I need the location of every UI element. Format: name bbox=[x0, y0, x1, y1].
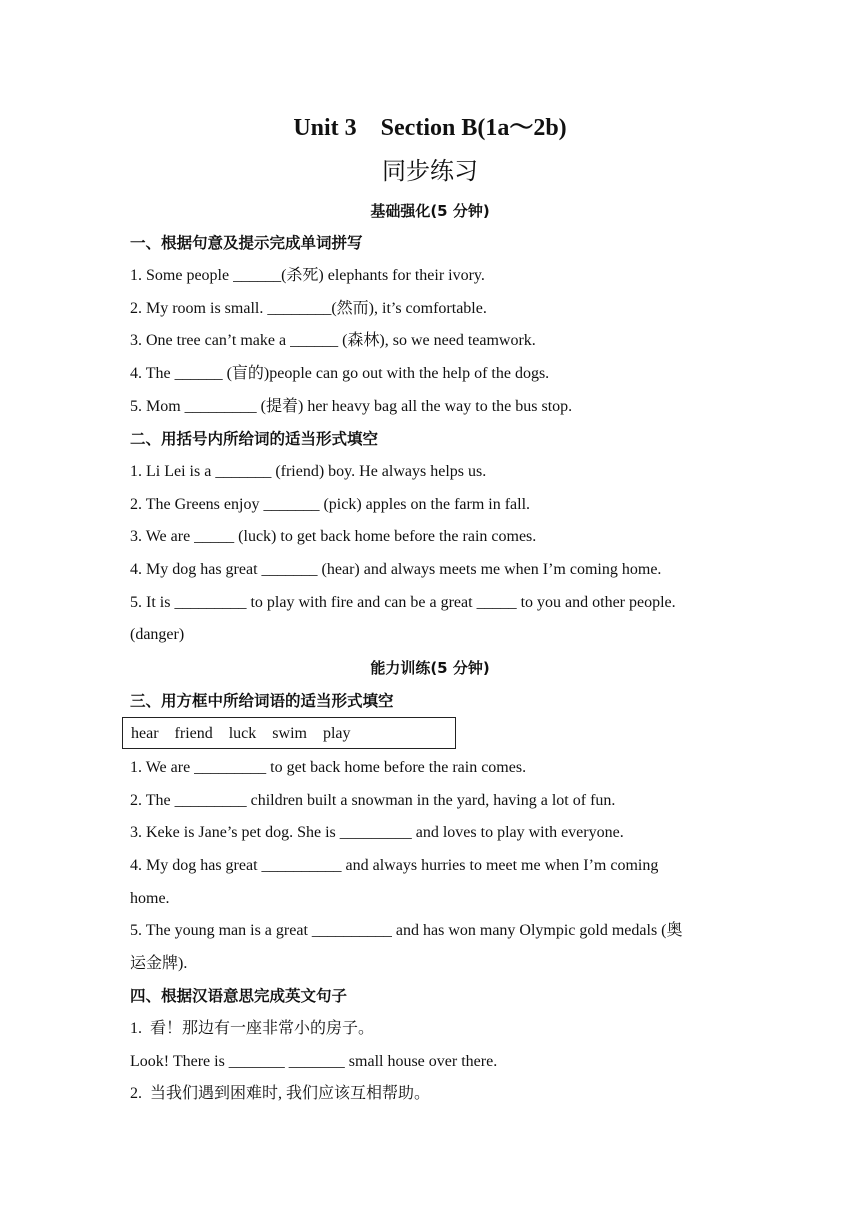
page-subtitle: 同步练习 bbox=[382, 157, 478, 185]
section2-item-5: 5. It is _________ to play with fire and can be a great _____ to you and other people. bbox=[130, 594, 676, 611]
section1-item-5: 5. Mom _________ (提着) her heavy bag all the way to the bus stop. bbox=[130, 398, 573, 415]
section4-item-1-cn: 1. 看！那边有一座非常小的房子。 bbox=[130, 1020, 375, 1037]
section1-heading: 一、根据句意及提示完成单词拼写 bbox=[130, 234, 363, 252]
section3-item-4-cont: home. bbox=[130, 890, 170, 907]
section3-item-5: 5. The young man is a great __________ and has won many Olympic gold medals (奥 bbox=[130, 922, 683, 939]
word-box: hear friend luck swim play bbox=[122, 717, 456, 749]
page-title: Unit 3 Section B(1a～2b) bbox=[293, 115, 567, 141]
part2-heading: 能力训练(5 分钟) bbox=[370, 659, 490, 677]
section3-item-3: 3. Keke is Jane’s pet dog. She is _________ and loves to play with everyone. bbox=[130, 824, 624, 841]
section2-item-5-hint: (danger) bbox=[130, 626, 185, 643]
section4-item-2-cn: 2. 当我们遇到困难时, 我们应该互相帮助。 bbox=[130, 1085, 431, 1102]
section1-item-4: 4. The ______ (盲的)people can go out with the help of the dogs. bbox=[130, 365, 550, 382]
section3-item-2: 2. The _________ children built a snowman in the yard, having a lot of fun. bbox=[130, 792, 616, 809]
section3-item-1: 1. We are _________ to get back home before the rain comes. bbox=[130, 759, 527, 776]
section2-item-1: 1. Li Lei is a _______ (friend) boy. He always helps us. bbox=[130, 463, 487, 480]
part1-heading: 基础强化(5 分钟) bbox=[370, 202, 490, 220]
section4-item-1-en: Look! There is _______ _______ small house over there. bbox=[130, 1053, 498, 1070]
section1-item-1: 1. Some people ______(杀死) elephants for their ivory. bbox=[130, 267, 485, 284]
section2-item-3: 3. We are _____ (luck) to get back home before the rain comes. bbox=[130, 528, 537, 545]
section2-item-4: 4. My dog has great _______ (hear) and always meets me when I’m coming home. bbox=[130, 561, 662, 578]
section3-item-4: 4. My dog has great __________ and always hurries to meet me when I’m coming bbox=[130, 857, 659, 874]
section4-heading: 四、根据汉语意思完成英文句子 bbox=[130, 987, 348, 1005]
section1-item-2: 2. My room is small. ________(然而), it’s comfortable. bbox=[130, 300, 487, 317]
section3-item-5-cont: 运金牌). bbox=[130, 955, 188, 972]
section2-heading: 二、用括号内所给词的适当形式填空 bbox=[130, 430, 379, 448]
section2-item-2: 2. The Greens enjoy _______ (pick) apples on the farm in fall. bbox=[130, 496, 531, 513]
section1-item-3: 3. One tree can’t make a ______ (森林), so we need teamwork. bbox=[130, 332, 536, 349]
section3-heading: 三、用方框中所给词语的适当形式填空 bbox=[130, 692, 394, 710]
